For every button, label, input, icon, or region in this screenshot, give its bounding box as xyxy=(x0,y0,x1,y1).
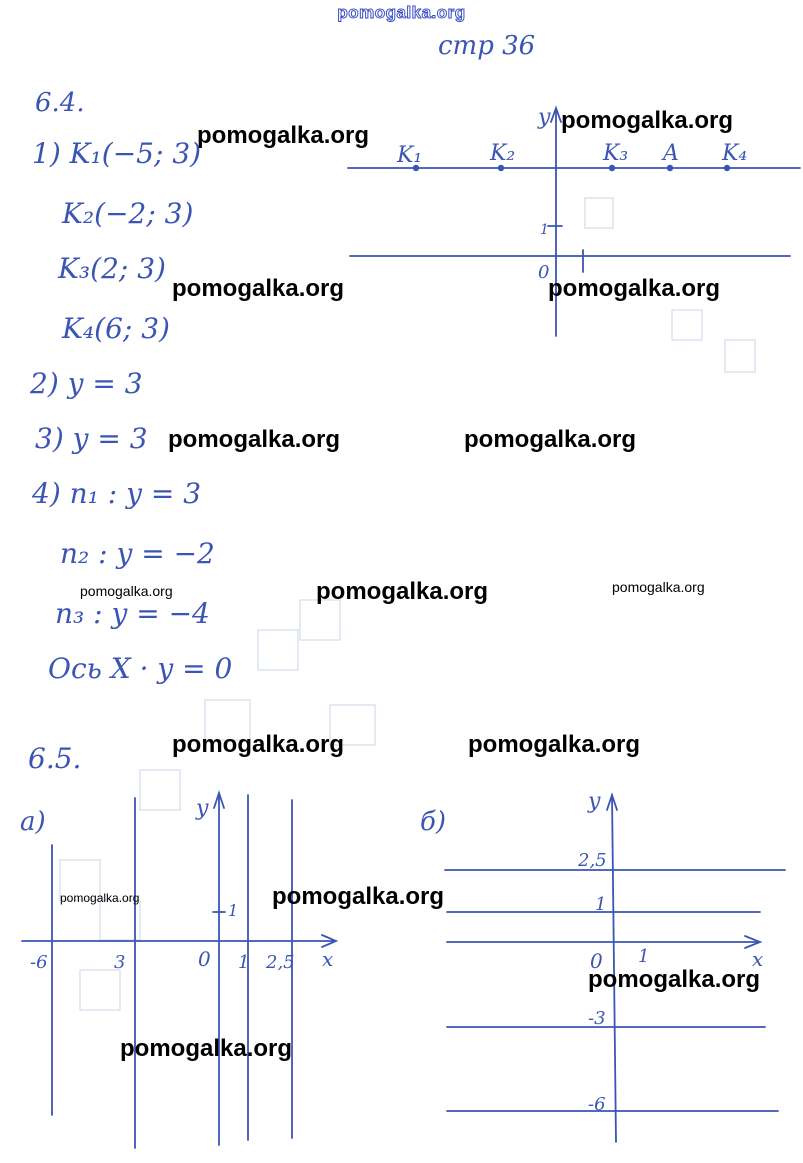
label-a: A xyxy=(663,141,679,166)
watermark: pomogalka.org xyxy=(612,579,705,595)
watermark: pomogalka.org xyxy=(272,883,445,910)
watermark: pomogalka.org xyxy=(316,578,489,605)
y-tick-minus6: -6 xyxy=(588,1094,606,1115)
y-tick-minus3: -3 xyxy=(588,1008,606,1029)
watermark: pomogalka.org xyxy=(561,107,734,134)
x-tick-1: 1 xyxy=(238,952,250,973)
y-axis-label-b: y xyxy=(588,789,601,814)
part-a-label: а) xyxy=(20,807,46,837)
page-reference: стр 36 xyxy=(438,31,536,61)
answer-line-10: Ось X · y = 0 xyxy=(48,652,233,685)
answer-line-7: 4) n₁ : y = 3 xyxy=(32,477,202,510)
answer-line-8: n₂ : y = −2 xyxy=(60,537,215,570)
x-unit-label-b: 1 xyxy=(638,946,650,967)
y-axis-label-a: y xyxy=(196,796,209,821)
y-unit-label-a: 1 xyxy=(228,901,239,920)
answer-line-2: K₂(−2; 3) xyxy=(62,197,194,230)
watermark: pomogalka.org xyxy=(80,583,173,599)
answer-line-4: K₄(6; 3) xyxy=(62,312,170,345)
part-b-label: б) xyxy=(420,807,447,837)
exercise-6-5-number: 6.5. xyxy=(28,742,82,775)
origin-label: 0 xyxy=(538,262,550,283)
x-axis-label-b: x xyxy=(752,947,764,971)
exercise-6-4-number: 6.4. xyxy=(35,88,85,118)
watermark: pomogalka.org xyxy=(548,275,721,302)
watermark: pomogalka.org xyxy=(60,891,140,905)
answer-line-1: 1) K₁(−5; 3) xyxy=(32,137,202,170)
x-axis-label-a: x xyxy=(322,947,334,971)
watermark: pomogalka.org xyxy=(168,426,341,453)
top-watermark: pomogalka.org xyxy=(337,3,466,22)
label-k4: K₄ xyxy=(722,141,748,166)
y-tick-2-5: 2,5 xyxy=(578,850,607,871)
watermark: pomogalka.org xyxy=(120,1035,293,1062)
label-k2: K₂ xyxy=(490,141,516,166)
answer-line-5: 2) y = 3 xyxy=(30,367,143,400)
y-unit-label: 1 xyxy=(540,222,549,238)
watermark: pomogalka.org xyxy=(197,122,370,149)
label-k1: K₁ xyxy=(397,143,423,168)
origin-label-a: 0 xyxy=(198,947,211,971)
x-tick-2-5: 2,5 xyxy=(266,952,295,973)
watermark: pomogalka.org xyxy=(588,966,761,993)
label-k3: K₃ xyxy=(603,141,629,166)
answer-line-3: K₃(2; 3) xyxy=(58,252,166,285)
watermark: pomogalka.org xyxy=(172,275,345,302)
answer-line-9: n₃ : y = −4 xyxy=(55,597,210,630)
origin-label-b: 0 xyxy=(590,949,603,973)
watermark: pomogalka.org xyxy=(464,426,637,453)
x-tick-minus6: -6 xyxy=(30,952,48,973)
y-tick-1: 1 xyxy=(595,894,607,915)
x-tick-minus3: 3 xyxy=(114,952,126,973)
watermark: pomogalka.org xyxy=(468,731,641,758)
answer-line-6: 3) y = 3 xyxy=(35,422,148,455)
y-axis-label: y xyxy=(538,105,551,130)
watermark: pomogalka.org xyxy=(172,731,345,758)
